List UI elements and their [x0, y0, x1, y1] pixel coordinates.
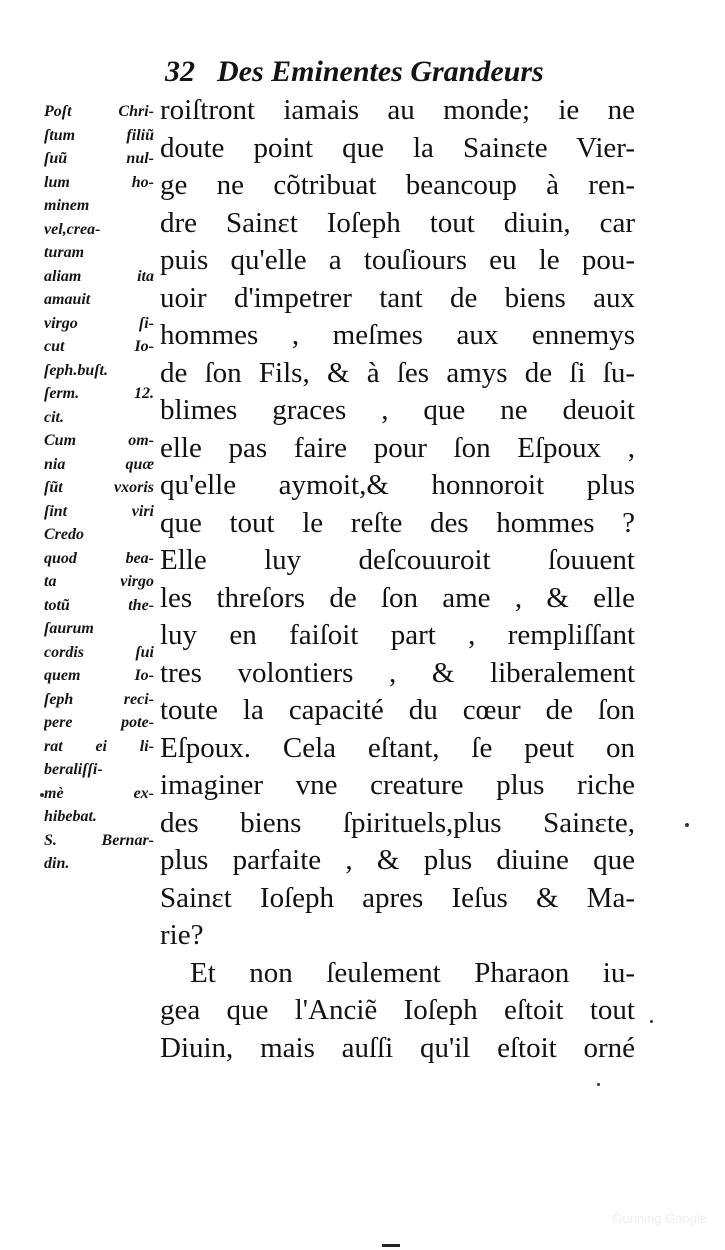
text-line: plus parfaite , & plus diuine que [160, 844, 635, 876]
margin-line: turam [44, 244, 85, 261]
margin-line: Credo [44, 526, 84, 543]
running-title: Des Eminentes Grandeurs [217, 55, 544, 88]
text-line: toute la capacité du cœur de ſon [160, 694, 635, 726]
margin-line: beraliſſi- [44, 761, 103, 778]
text-line: gea que l'Anciẽ Ioſeph eſtoit tout [160, 994, 635, 1026]
text-line: luy en faiſoit part , rempliſſant [160, 619, 635, 651]
text-line: uoir d'impetrer tant de biens aux [160, 281, 635, 314]
text-line: rie? [160, 919, 204, 951]
text-line: roiſtront iamais au monde; ie ne [160, 94, 635, 126]
text-line: hommes , meſmes aux ennemys [160, 319, 635, 351]
text-line: ge ne cõtribuat beancoup à ren- [160, 169, 635, 201]
margin-line: din. [44, 855, 70, 872]
margin-line: quod bea- [44, 549, 154, 567]
margin-line: ſerm. 12. [44, 385, 154, 402]
margin-line: cit. [44, 408, 64, 426]
text-line: doute point que la Sainɛte Vier- [160, 131, 635, 164]
margin-line: rat ei li- [44, 737, 154, 755]
ink-speck [650, 1020, 653, 1023]
ink-speck [40, 793, 44, 797]
text-line: des biens ſpirituels,plus Sainɛte, [160, 806, 635, 839]
text-line: les threſors de ſon ame , & elle [160, 581, 635, 614]
margin-line: ſuũ nul- [44, 150, 154, 167]
margin-line: cordis ſui [44, 643, 154, 661]
margin-line: lum ho- [44, 173, 154, 191]
ink-speck [685, 823, 689, 827]
margin-line: ſaurum [44, 620, 94, 637]
text-line: tres volontiers , & liberalement [160, 656, 635, 689]
text-line: de ſon Fils, & à ſes amys de ſi ſu- [160, 356, 635, 389]
text-line: puis qu'elle a touſiours eu le pou- [160, 244, 635, 276]
margin-line: S. Bernar- [44, 831, 154, 849]
margin-line: ſeph reci- [44, 690, 154, 708]
page-number: 32 [165, 55, 195, 88]
margin-line: mè ex- [44, 784, 154, 802]
scan-mark [382, 1244, 400, 1247]
margin-line: ſũt vxoris [44, 479, 154, 496]
text-line: Sainɛt Ioſeph apres Ieſus & Ma- [160, 881, 635, 914]
text-line: dre Sainɛt Ioſeph tout diuin, car [160, 206, 635, 239]
margin-line: minem [44, 197, 90, 214]
margin-line: amauit [44, 291, 91, 308]
margin-line: vel,crea- [44, 220, 101, 238]
margin-line: quem Io- [44, 667, 154, 684]
margin-line: ſeph.buſt. [44, 361, 108, 379]
main-text [160, 92, 635, 1067]
text-line: elle pas faire pour ſon Eſpoux , [160, 431, 635, 464]
margin-line: aliam ita [44, 267, 154, 285]
text-line: qu'elle aymoit,& honnoroit plus [160, 469, 635, 501]
text-line: imaginer vne creature plus riche [160, 769, 635, 801]
margin-line: Poſt Chri- [44, 103, 154, 120]
margin-line: pere pote- [44, 714, 154, 731]
marginal-note [44, 100, 154, 876]
margin-line: cut Io- [44, 338, 154, 355]
running-head [165, 52, 544, 92]
margin-line: ſint viri [44, 502, 154, 520]
text-line: Et non ſeulement Pharaon iu- [190, 956, 635, 989]
margin-line: ſtum filiũ [44, 126, 154, 144]
margin-line: virgo ſi- [44, 314, 154, 332]
scan-watermark: Gunning Google [612, 1211, 707, 1226]
text-line: blimes graces , que ne deuoit [160, 394, 635, 426]
margin-line: nia quæ [44, 455, 154, 473]
text-line: Elle luy deſcouuroit ſouuent [160, 544, 635, 576]
margin-line: hibebat. [44, 808, 97, 825]
margin-line: ta virgo [44, 573, 154, 590]
margin-line: totũ the- [44, 596, 154, 614]
text-line: Diuin, mais auſſi qu'il eſtoit orné [160, 1031, 635, 1064]
text-line: Eſpoux. Cela eſtant, ſe peut on [160, 731, 635, 764]
text-line: que tout le reſte des hommes ? [160, 506, 635, 539]
margin-line: Cum om- [44, 432, 154, 449]
ink-speck [597, 1083, 600, 1086]
